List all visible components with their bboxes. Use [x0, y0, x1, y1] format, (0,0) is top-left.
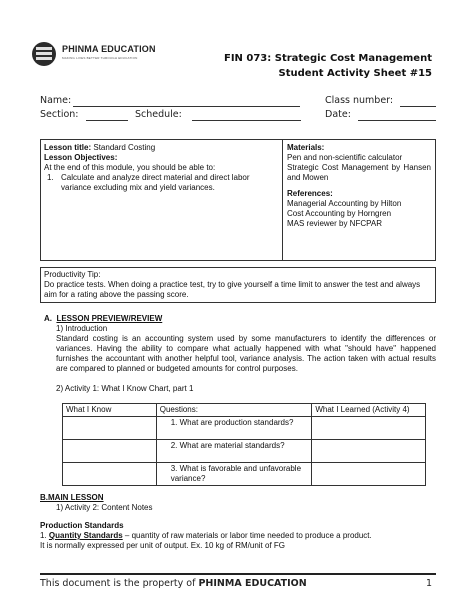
lesson-details: [44, 143, 278, 193]
materials-label: Materials:: [287, 143, 325, 152]
quantity-standards-label: Quantity Standards: [48, 531, 123, 540]
section-field[interactable]: [86, 120, 128, 121]
reference-item: Managerial Accounting by Hilton: [287, 199, 402, 208]
table-row: [63, 463, 426, 486]
objectives-label: Lesson Objectives:: [44, 153, 118, 162]
date-field[interactable]: [358, 120, 436, 121]
name-field[interactable]: [73, 106, 300, 107]
objective-item: [44, 173, 278, 193]
sheet-title: Student Activity Sheet #15: [278, 68, 432, 79]
question-cell: 3. What is favorable and unfavorable variance?: [156, 463, 312, 486]
table-header-row: [63, 404, 426, 417]
date-label: Date:: [325, 109, 351, 120]
section-a: [40, 314, 436, 394]
sheet-header: [224, 51, 432, 81]
productivity-tip-box: [40, 267, 436, 303]
section-a-title: LESSON PREVIEW/REVIEW: [56, 314, 163, 323]
production-standards-heading: Production Standards: [40, 521, 124, 530]
tip-text: Do practice tests. When doing a practice test, try to give yourself a time limit to answer the test and always aim for a rating above the passing score.: [44, 280, 421, 299]
section-a-letter: A.: [44, 314, 52, 323]
section-label: Section:: [40, 109, 79, 120]
what-i-learned-cell[interactable]: [312, 440, 426, 463]
field-row-2: [40, 109, 436, 123]
name-label: Name:: [40, 95, 72, 106]
logo-org-name: PHINMA EDUCATION: [62, 44, 156, 54]
qs-prefix: 1.: [40, 531, 49, 540]
materials-references: [287, 143, 431, 229]
introduction-paragraph: Standard costing is an accounting system used by some manufacturers to identify the differences or variances. Having the ability to compare what actually happened with what "should have" happened furnishes the accountant with another helpful tool, variance analysis. The action taken with actual results are compared to planned or budgeted amounts for control purposes.: [56, 334, 436, 373]
table-row: [63, 417, 426, 440]
class-number-label: Class number:: [325, 95, 394, 106]
what-i-know-chart: [62, 403, 426, 486]
course-title: FIN 073: Strategic Cost Management: [223, 53, 432, 64]
schedule-label: Schedule:: [135, 109, 182, 120]
table-row: [63, 440, 426, 463]
section-b-title: B.MAIN LESSON: [40, 493, 104, 502]
lesson-box-divider: [282, 140, 283, 260]
page-number: 1: [425, 578, 432, 589]
what-i-learned-cell[interactable]: [312, 417, 426, 440]
material-item: Strategic Cost Management by Hansen and Mowen: [287, 163, 431, 182]
what-i-know-cell[interactable]: [63, 463, 157, 486]
phinma-logo: [32, 40, 172, 70]
what-i-know-cell[interactable]: [63, 440, 157, 463]
logo-tagline: MAKING LIVES BETTER THROUGH EDUCATION: [62, 56, 138, 60]
lesson-title-value: Standard Costing: [93, 143, 156, 152]
section-b: [40, 493, 436, 551]
what-i-know-cell[interactable]: [63, 417, 157, 440]
activity-1-item: 2) Activity 1: What I Know Chart, part 1: [56, 384, 194, 393]
reference-item: Cost Accounting by Horngren: [287, 209, 392, 218]
question-cell: 1. What are production standards?: [156, 417, 312, 440]
column-header-what-i-learned: What I Learned (Activity 4): [312, 404, 426, 417]
footer-property-notice: [40, 578, 307, 589]
objective-text: Calculate and analyze direct material and direct labor variance excluding mix and yield variances.: [61, 173, 250, 192]
schedule-field[interactable]: [192, 120, 301, 121]
references-label: References:: [287, 189, 333, 198]
quantity-standards-line: [40, 531, 436, 541]
quantity-standards-text: – quantity of raw materials or labor time needed to produce a product.: [122, 531, 372, 540]
footer-divider: [40, 573, 436, 575]
objectives-intro: At the end of this module, you should be able to:: [44, 163, 216, 172]
reference-item: MAS reviewer by NFCPAR: [287, 219, 382, 228]
column-header-what-i-know: What I Know: [63, 404, 157, 417]
footer-text: This document is the property of: [40, 578, 199, 589]
logo-emblem-icon: [32, 42, 56, 66]
field-row-1: [40, 95, 436, 109]
objective-number: 1.: [47, 173, 54, 182]
quantity-standards-example: It is normally expressed per unit of output. Ex. 10 kg of RM/unit of FG: [40, 541, 285, 550]
introduction-item: 1) Introduction: [56, 324, 108, 333]
class-number-field[interactable]: [400, 106, 436, 107]
lesson-info-box: [40, 139, 436, 261]
lesson-title-label: Lesson title:: [44, 143, 92, 152]
what-i-learned-cell[interactable]: [312, 463, 426, 486]
footer-org-name: PHINMA EDUCATION: [198, 578, 307, 589]
material-item: Pen and non-scientific calculator: [287, 153, 403, 162]
question-cell: 2. What are material standards?: [156, 440, 312, 463]
tip-label: Productivity Tip:: [44, 270, 101, 279]
activity-2-item: 1) Activity 2: Content Notes: [56, 503, 153, 512]
column-header-questions: Questions:: [156, 404, 312, 417]
